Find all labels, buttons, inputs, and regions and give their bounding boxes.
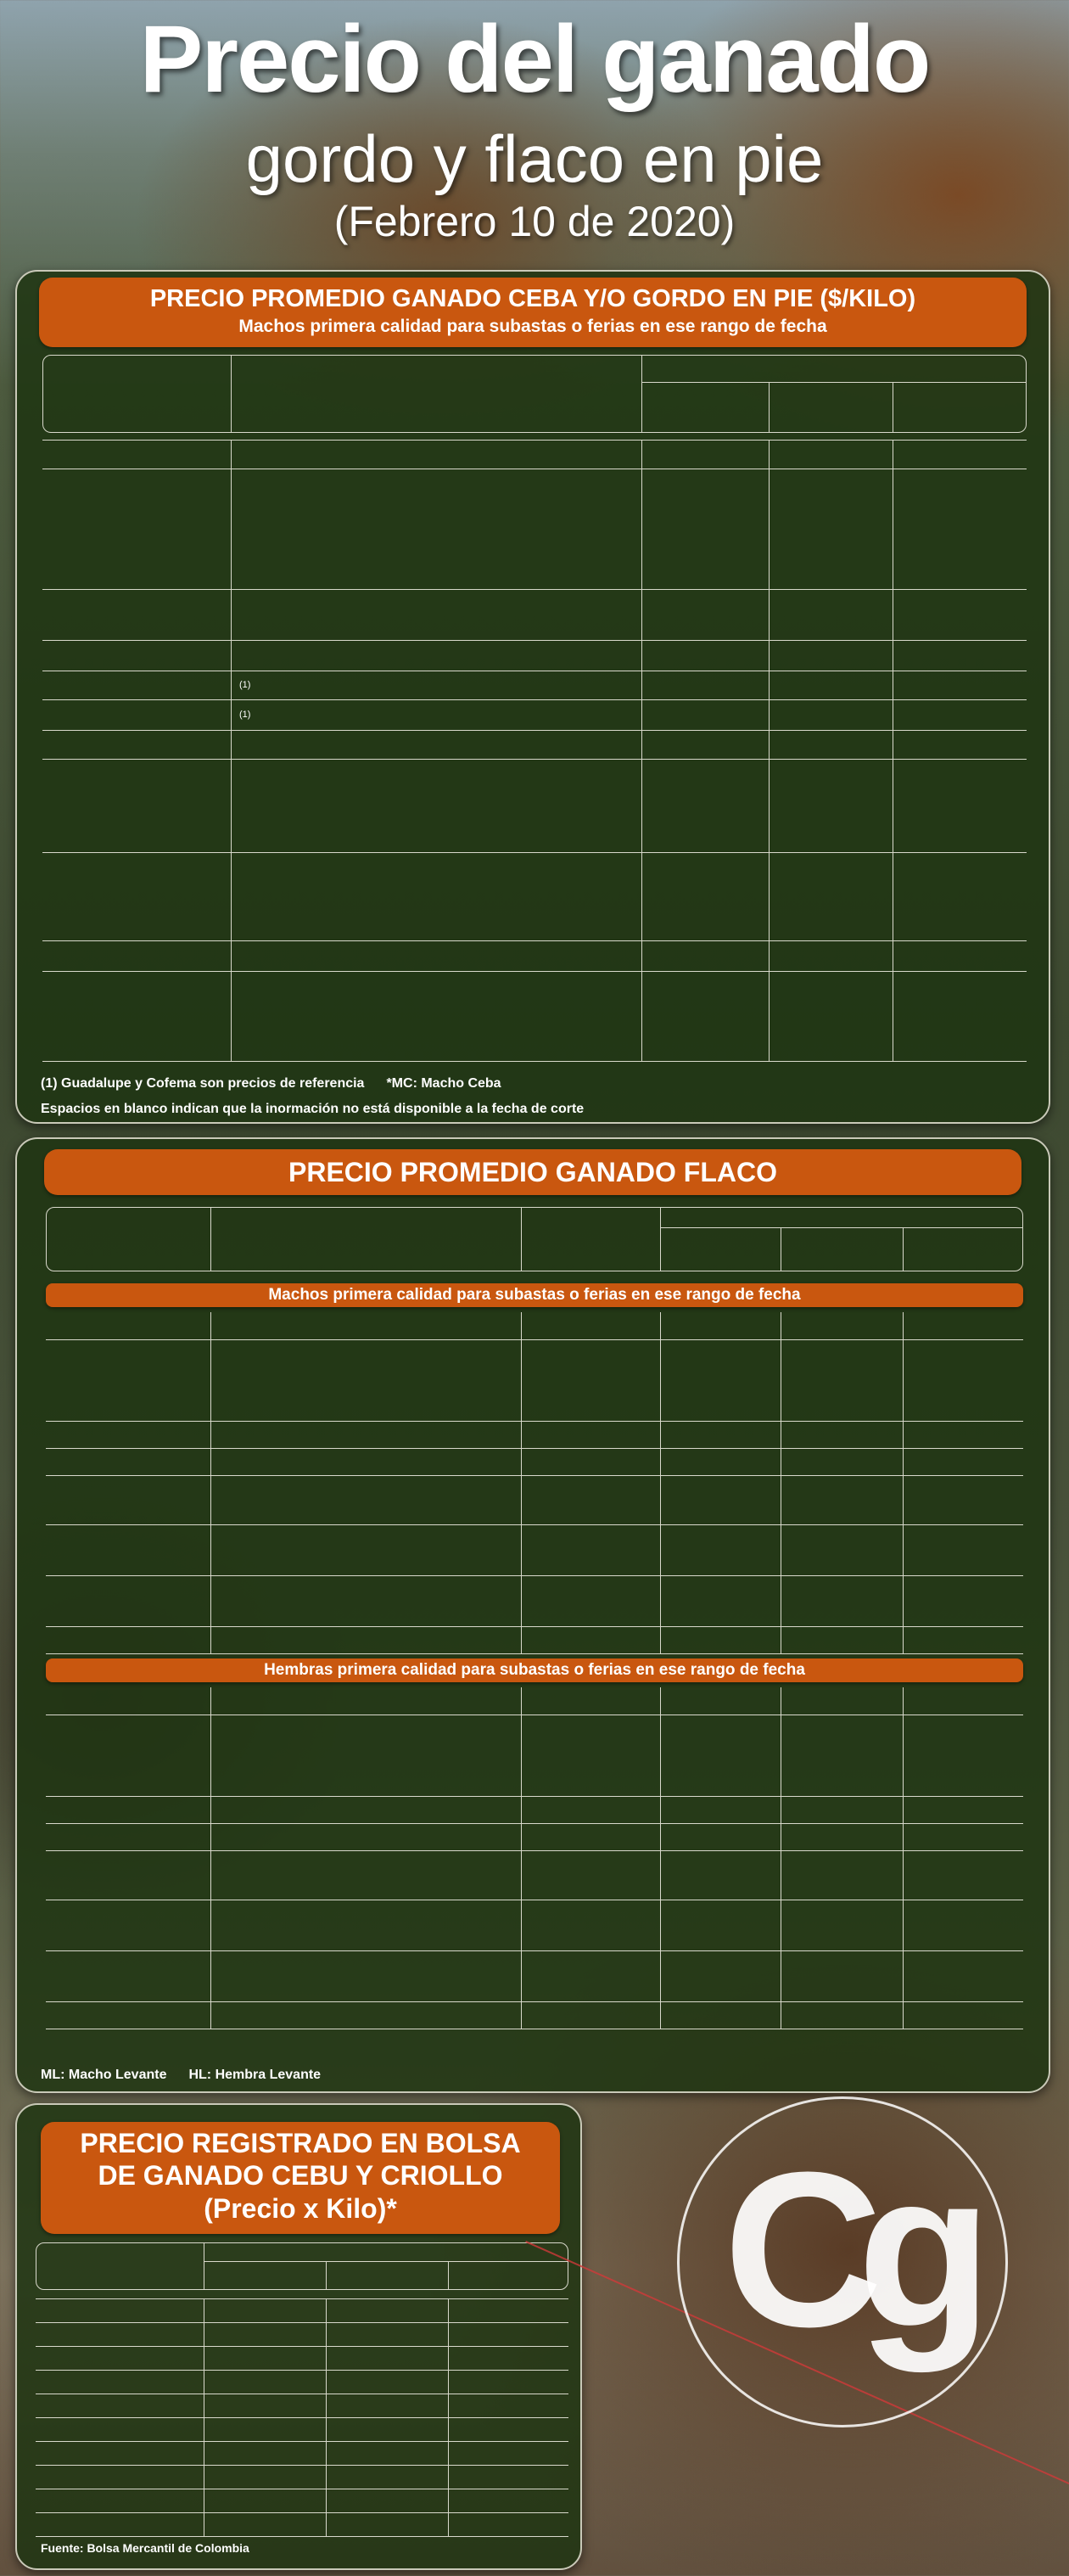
source-label [239,705,250,724]
grid-line [46,1339,1023,1340]
grid-line [641,440,642,1061]
grid-line [210,1207,211,1271]
grid-line [769,382,770,433]
flaco-note [41,2068,321,2083]
grid-line [46,1448,1023,1449]
grid-line [204,2261,568,2262]
grid-line [660,1312,661,1653]
grid-line [641,382,1027,383]
grid-line [46,1421,1023,1422]
ceba-panel [15,270,1050,1124]
grid-line [326,2261,327,2290]
grid-line [903,1312,904,1653]
grid-line [42,730,1027,731]
grid-line [42,940,1027,941]
bolsa-title-1: PRECIO REGISTRADO EN BOLSA [80,2128,521,2158]
cg-logo-text: Cg [723,2127,967,2373]
ceba-subtitle: Machos primera calidad para subastas o ferias en ese rango de fecha [238,317,827,336]
grid-line [521,1207,522,1271]
grid-line [46,1653,1023,1654]
grid-line [36,2441,568,2442]
page-header [0,0,1069,263]
grid-line [326,2298,327,2536]
ceba-title: PRECIO PROMEDIO GANADO CEBA Y/O GORDO EN PIE ($/KILO) [149,285,916,312]
ceba-note-ref: (1) Guadalupe y Cofema son precios de referencia [41,1076,365,1091]
grid-line [42,852,1027,853]
grid-line [448,2298,449,2536]
ceba-note-1 [41,1076,501,1092]
grid-line [42,699,1027,700]
flaco-header-box [46,1207,1023,1271]
grid-line [36,2536,568,2537]
flaco-title: PRECIO PROMEDIO GANADO FLACO [288,1157,777,1187]
grid-line [210,1687,211,2029]
grid-line [36,2298,568,2299]
hembras-section-bar: Hembras primera calidad para subastas o ferias en ese rango de fecha [46,1658,1023,1682]
flaco-note-hl: HL: Hembra Levante [188,2068,322,2082]
source-superscript: (1) [239,680,251,690]
source-label [239,676,250,694]
grid-line [210,1312,211,1653]
grid-line [46,1626,1023,1627]
grid-line [36,2346,568,2347]
flaco-panel [15,1137,1050,2093]
bolsa-source: Fuente: Bolsa Mercantil de Colombia [41,2541,249,2555]
grid-line [36,2512,568,2513]
grid-line [42,640,1027,641]
grid-line [46,1850,1023,1851]
grid-line [769,440,770,1061]
grid-line [521,1687,522,2029]
grid-line [46,1524,1023,1525]
grid-line [903,1687,904,2029]
grid-line [46,1796,1023,1797]
page-date: (Febrero 10 de 2020) [333,198,736,245]
grid-line [42,971,1027,972]
ceba-note-mc: *MC: Macho Ceba [386,1076,501,1091]
grid-line [46,1950,1023,1951]
bolsa-title-2: DE GANADO CEBU Y CRIOLLO [98,2160,503,2191]
grid-line [46,1823,1023,1824]
page-title: Precio del ganado [139,6,930,112]
grid-line [660,1227,1023,1228]
grid-line [36,2417,568,2418]
grid-line [641,355,642,433]
grid-line [231,440,232,1061]
flaco-note-ml: ML: Macho Levante [41,2068,167,2082]
grid-line [448,2261,449,2290]
grid-line [42,440,1027,441]
grid-line [521,1312,522,1653]
cg-logo [677,2096,1008,2427]
grid-line [36,2465,568,2466]
grid-line [660,1207,661,1271]
grid-line [903,1227,904,1271]
grid-line [36,2322,568,2323]
grid-line [46,2001,1023,2002]
source-superscript: (1) [239,710,251,720]
bolsa-panel [15,2103,582,2570]
bolsa-header-box [36,2242,568,2290]
grid-line [42,589,1027,590]
bolsa-table [17,2105,580,2563]
grid-line [36,2370,568,2371]
machos-section-bar: Machos primera calidad para subastas o ferias en ese rango de fecha [46,1283,1023,1307]
grid-line [42,1061,1027,1062]
grid-line [46,1575,1023,1576]
ceba-table [17,272,1049,1120]
grid-line [42,759,1027,760]
ceba-note-2: Espacios en blanco indican que la inormación no está disponible a la fecha de corte [41,1102,585,1116]
ceba-header-box [42,355,1027,433]
grid-line [46,1475,1023,1476]
page-subtitle: gordo y flaco en pie [245,121,824,196]
grid-line [660,1687,661,2029]
flaco-table [17,1139,1049,2090]
grid-line [231,355,232,433]
bolsa-title-3: (Precio x Kilo)* [204,2193,397,2224]
